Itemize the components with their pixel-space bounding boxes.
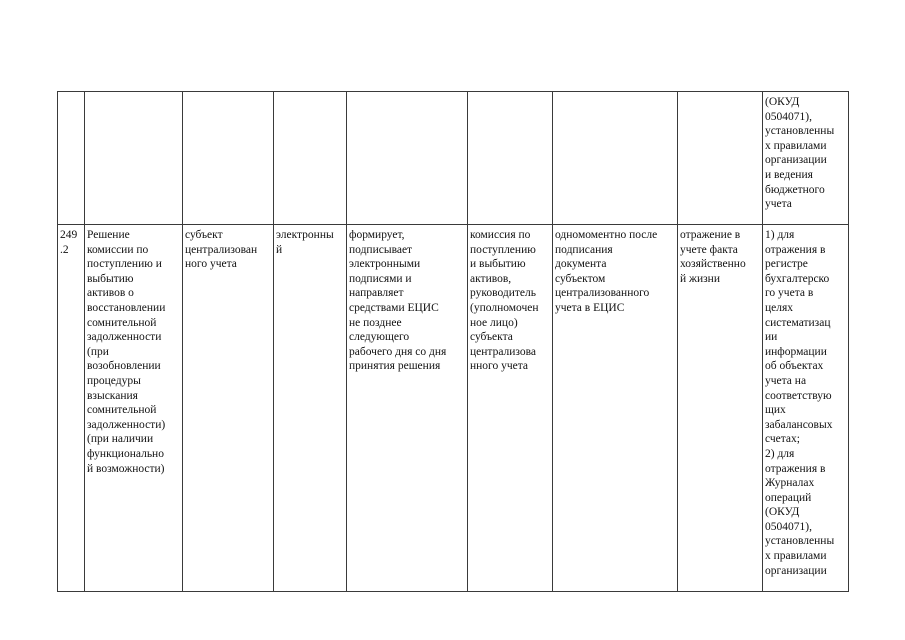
cell-purpose <box>678 92 763 225</box>
cell-action <box>347 92 468 225</box>
cell-number: 249 .2 <box>58 225 85 592</box>
cell-signer: комиссия по поступлению и выбытию активов, руководитель (уполномочен ное лицо) субъекта централизова нного учета <box>468 225 553 592</box>
cell-usage: 1) для отражения в регистре бухгалтерско го учета в целях систематизац ии информации об объектах учета на соответствую щих забалансовых счетах; 2) для отражения в Журналах операций (ОКУД 0504071), установленны х правилами организации <box>763 225 849 592</box>
procedure-table <box>57 91 849 592</box>
cell-document-name: Решение комиссии по поступлению и выбытию активов о восстановлении сомнительной задолженности (при возобновлении процедуры взыскания сомнительной задолженности) (при наличии функционально й возможности) <box>85 225 183 592</box>
cell-document-name <box>85 92 183 225</box>
cell-usage: (ОКУД 0504071), установленны х правилами организации и ведения бюджетного учета <box>763 92 849 225</box>
cell-deadline: одномоментно после подписания документа субъектом централизованного учета в ЕЦИС <box>553 225 678 592</box>
cell-deadline <box>553 92 678 225</box>
cell-creator: субъект централизован ного учета <box>183 225 274 592</box>
cell-creator <box>183 92 274 225</box>
cell-purpose: отражение в учете факта хозяйственно й жизни <box>678 225 763 592</box>
cell-action: формирует, подписывает электронными подписями и направляет средствами ЕЦИС не позднее следующего рабочего дня со дня принятия решения <box>347 225 468 592</box>
cell-form <box>274 92 347 225</box>
table-row <box>58 225 849 592</box>
cell-number <box>58 92 85 225</box>
table-row <box>58 92 849 225</box>
cell-form: электронны й <box>274 225 347 592</box>
cell-signer <box>468 92 553 225</box>
